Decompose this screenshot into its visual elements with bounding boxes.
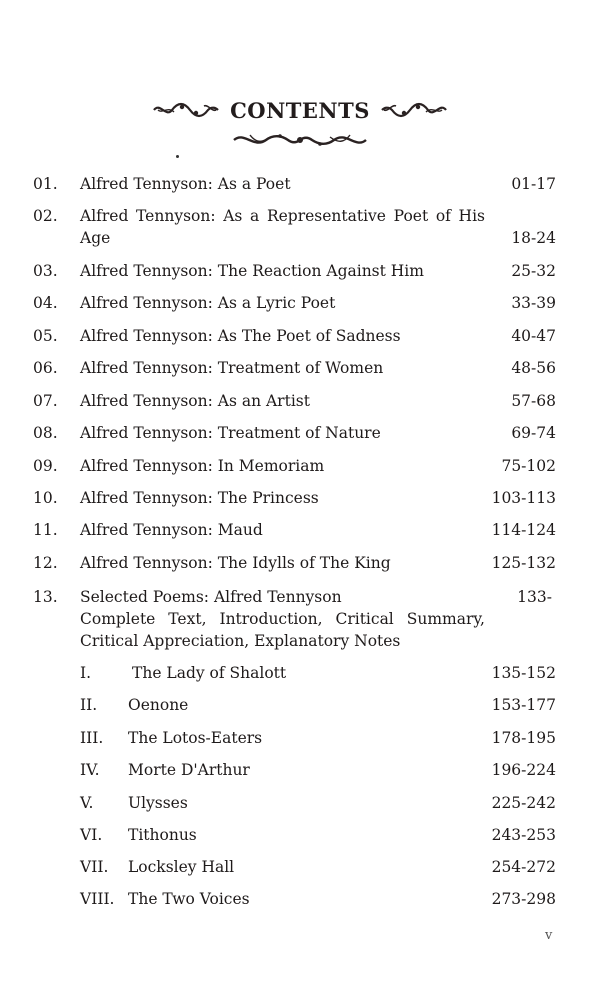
poem-pages: 273-298 (491, 890, 556, 908)
entry-title: Alfred Tennyson: The Idylls of The King (80, 554, 391, 572)
poem-title: Locksley Hall (128, 858, 235, 876)
poem-pages: 135-152 (491, 664, 556, 682)
contents-entry[interactable] (0, 390, 600, 412)
poem-numeral: III. (80, 729, 104, 747)
entry-number: 13. (33, 588, 58, 606)
contents-entry[interactable] (0, 260, 600, 282)
poem-entry[interactable] (0, 694, 600, 716)
poem-numeral: I. (80, 664, 92, 682)
poem-entry[interactable] (0, 792, 600, 814)
contents-entry[interactable] (0, 292, 600, 314)
entry-pages: 125-132 (491, 554, 556, 572)
entry-number: 07. (33, 392, 58, 410)
entry-title: Alfred Tennyson: The Princess (80, 489, 319, 507)
entry-number: 10. (33, 489, 58, 507)
poem-pages: 153-177 (491, 696, 556, 714)
entry-title: Alfred Tennyson: As a Lyric Poet (80, 294, 336, 312)
poem-title: Ulysses (128, 794, 188, 812)
entry-number: 05. (33, 327, 58, 345)
entry-title: Alfred Tennyson: As a Representative Poet of His Age (80, 207, 485, 247)
entry-number: 02. (33, 207, 58, 225)
left-flourish-ornament (152, 100, 220, 120)
speck (176, 155, 179, 158)
entry-pages: 69-74 (511, 424, 556, 442)
poem-pages: 254-272 (491, 858, 556, 876)
poem-pages: 243-253 (491, 826, 556, 844)
entry-number: 03. (33, 262, 58, 280)
entry-title: Alfred Tennyson: As an Artist (80, 392, 310, 410)
contents-entry[interactable] (0, 487, 600, 509)
entry-number: 09. (33, 457, 58, 475)
entry-pages: 57-68 (511, 392, 556, 410)
contents-entry[interactable] (0, 455, 600, 477)
entry-pages: 133- (517, 588, 552, 606)
contents-entry[interactable] (0, 586, 600, 652)
entry-pages: 114-124 (491, 521, 556, 539)
entry-number: 06. (33, 359, 58, 377)
entry-pages: 48-56 (511, 359, 556, 377)
poem-title: The Lady of Shalott (132, 664, 287, 682)
poem-pages: 178-195 (491, 729, 556, 747)
entry-title: Alfred Tennyson: Treatment of Women (80, 359, 384, 377)
contents-entry[interactable] (0, 552, 600, 574)
poem-numeral: II. (80, 696, 98, 714)
poem-entry[interactable] (0, 888, 600, 910)
poem-entry[interactable] (0, 759, 600, 781)
entry-pages: 40-47 (511, 327, 556, 345)
poem-entry[interactable] (0, 824, 600, 846)
poem-pages: 225-242 (491, 794, 556, 812)
poem-title: Tithonus (128, 826, 197, 844)
entry-title: Alfred Tennyson: Maud (80, 521, 263, 539)
entry-pages: 25-32 (511, 262, 556, 280)
entry-subtitle: Complete Text, Introduction, Critical Summary, Critical Appreciation, Explanatory Notes (80, 610, 485, 650)
entry-number: 01. (33, 175, 58, 193)
entry-title: Selected Poems: Alfred Tennyson (80, 588, 342, 606)
poem-entry[interactable] (0, 856, 600, 878)
contents-entry[interactable] (0, 325, 600, 347)
entry-pages: 18-24 (511, 229, 556, 247)
entry-number: 12. (33, 554, 58, 572)
contents-entry[interactable] (0, 173, 600, 195)
contents-entry[interactable] (0, 205, 600, 249)
poem-numeral: V. (80, 794, 94, 812)
entry-number: 08. (33, 424, 58, 442)
contents-entry[interactable] (0, 422, 600, 444)
right-flourish-ornament (380, 100, 448, 120)
entry-title: Alfred Tennyson: The Reaction Against Him (80, 262, 424, 280)
poem-numeral: VII. (80, 858, 109, 876)
poem-numeral: IV. (80, 761, 100, 779)
contents-title: CONTENTS (230, 97, 370, 123)
poem-entry[interactable] (0, 662, 600, 684)
scroll-ornament (0, 129, 600, 151)
entry-title: Alfred Tennyson: As The Poet of Sadness (80, 327, 401, 345)
page-number: v (545, 928, 553, 943)
poem-numeral: VI. (80, 826, 103, 844)
entry-pages: 33-39 (511, 294, 556, 312)
entry-number: 04. (33, 294, 58, 312)
poem-entry[interactable] (0, 727, 600, 749)
poem-title: Oenone (128, 696, 189, 714)
contents-entry[interactable] (0, 357, 600, 379)
entry-number: 11. (33, 521, 58, 539)
entry-pages: 01-17 (511, 175, 556, 193)
entry-title: Alfred Tennyson: As a Poet (80, 175, 291, 193)
contents-heading (0, 94, 600, 126)
poem-title: Morte D'Arthur (128, 761, 250, 779)
poem-title: The Lotos-Eaters (128, 729, 263, 747)
poem-numeral: VIII. (80, 890, 115, 908)
entry-title: Alfred Tennyson: In Memoriam (80, 457, 325, 475)
poem-title: The Two Voices (128, 890, 250, 908)
entry-title: Alfred Tennyson: Treatment of Nature (80, 424, 381, 442)
contents-entry[interactable] (0, 519, 600, 541)
entry-pages: 75-102 (501, 457, 556, 475)
poem-pages: 196-224 (491, 761, 556, 779)
entry-pages: 103-113 (491, 489, 556, 507)
